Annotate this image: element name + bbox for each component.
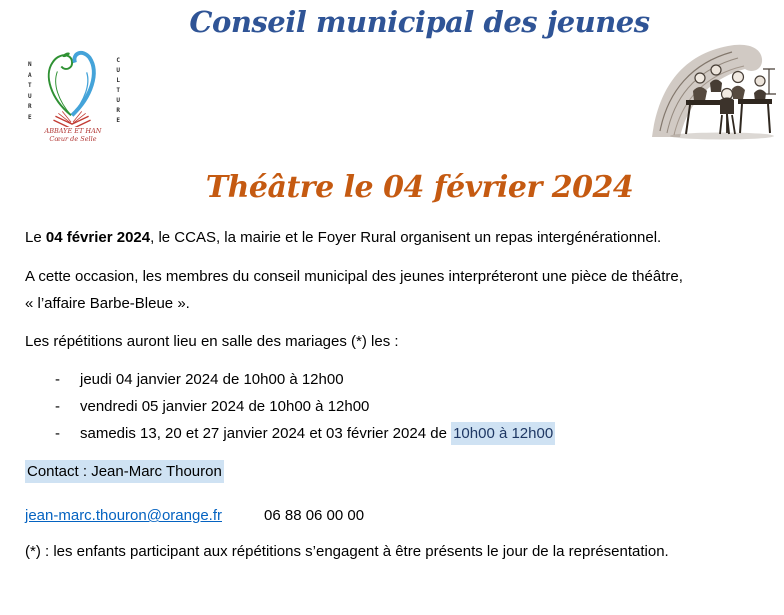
intro-suffix: , le CCAS, la mairie et le Foyer Rural organisent un repas intergénérationnel. bbox=[150, 229, 662, 246]
heart-birds-book-icon bbox=[38, 47, 108, 127]
highlighted-time: 10h00 à 12h00 bbox=[451, 422, 555, 445]
page-title: Conseil municipal des jeunes bbox=[189, 5, 650, 39]
list-item-text: jeudi 04 janvier 2024 de 10h00 à 12h00 bbox=[80, 371, 344, 388]
contact-highlighted-text: Contact : Jean-Marc Thouron bbox=[25, 460, 224, 483]
list-item-text-plain: samedis 13, 20 et 27 janvier 2024 et 03 février 2024 de bbox=[80, 425, 452, 442]
paragraph-rehearsals: Les répétitions auront lieu en salle des mariages (*) les : bbox=[25, 333, 399, 350]
logo-caption-line2: Cœur de Selle bbox=[49, 135, 97, 143]
occasion-line2: « l’affaire Barbe-Bleue ». bbox=[25, 295, 190, 312]
list-item bbox=[25, 393, 760, 420]
intro-date-bold: 04 février 2024 bbox=[45, 229, 151, 246]
contact-line bbox=[25, 458, 760, 485]
document-body bbox=[25, 224, 760, 565]
logo-culture-label: C U L T U R E bbox=[116, 57, 120, 124]
children-at-desks-sketch bbox=[650, 39, 778, 141]
dash-bullet: - bbox=[55, 425, 60, 442]
occasion-line1: A cette occasion, les membres du conseil municipal des jeunes interpréteront une pièce de théâtre, bbox=[25, 268, 683, 285]
phone-number: 06 88 06 00 00 bbox=[264, 507, 365, 524]
logo-caption-line1: ABBAYE ET HAN bbox=[44, 127, 102, 135]
paragraph-occasion bbox=[25, 263, 760, 317]
footnote: (*) : les enfants participant aux répétitions s’engagent à être présents le jour de la représentation. bbox=[25, 543, 669, 560]
intro-prefix: Le bbox=[25, 229, 46, 246]
logo-caption bbox=[26, 127, 120, 143]
list-item-text: vendredi 05 janvier 2024 de 10h00 à 12h00 bbox=[80, 398, 370, 415]
page-subtitle: Théâtre le 04 février 2024 bbox=[205, 170, 634, 205]
logo-nature-label: N A T U R E bbox=[28, 61, 32, 121]
dash-bullet: - bbox=[55, 398, 60, 415]
rehearsal-dates-list bbox=[25, 366, 760, 447]
dash-bullet: - bbox=[55, 371, 60, 388]
list-item bbox=[25, 366, 760, 393]
paragraph-intro bbox=[25, 224, 760, 251]
list-item bbox=[25, 420, 760, 447]
list-item-text bbox=[80, 420, 555, 447]
email-line bbox=[25, 502, 760, 529]
association-logo bbox=[26, 47, 120, 147]
header bbox=[0, 3, 784, 148]
email-link[interactable]: jean-marc.thouron@orange.fr bbox=[25, 507, 222, 524]
